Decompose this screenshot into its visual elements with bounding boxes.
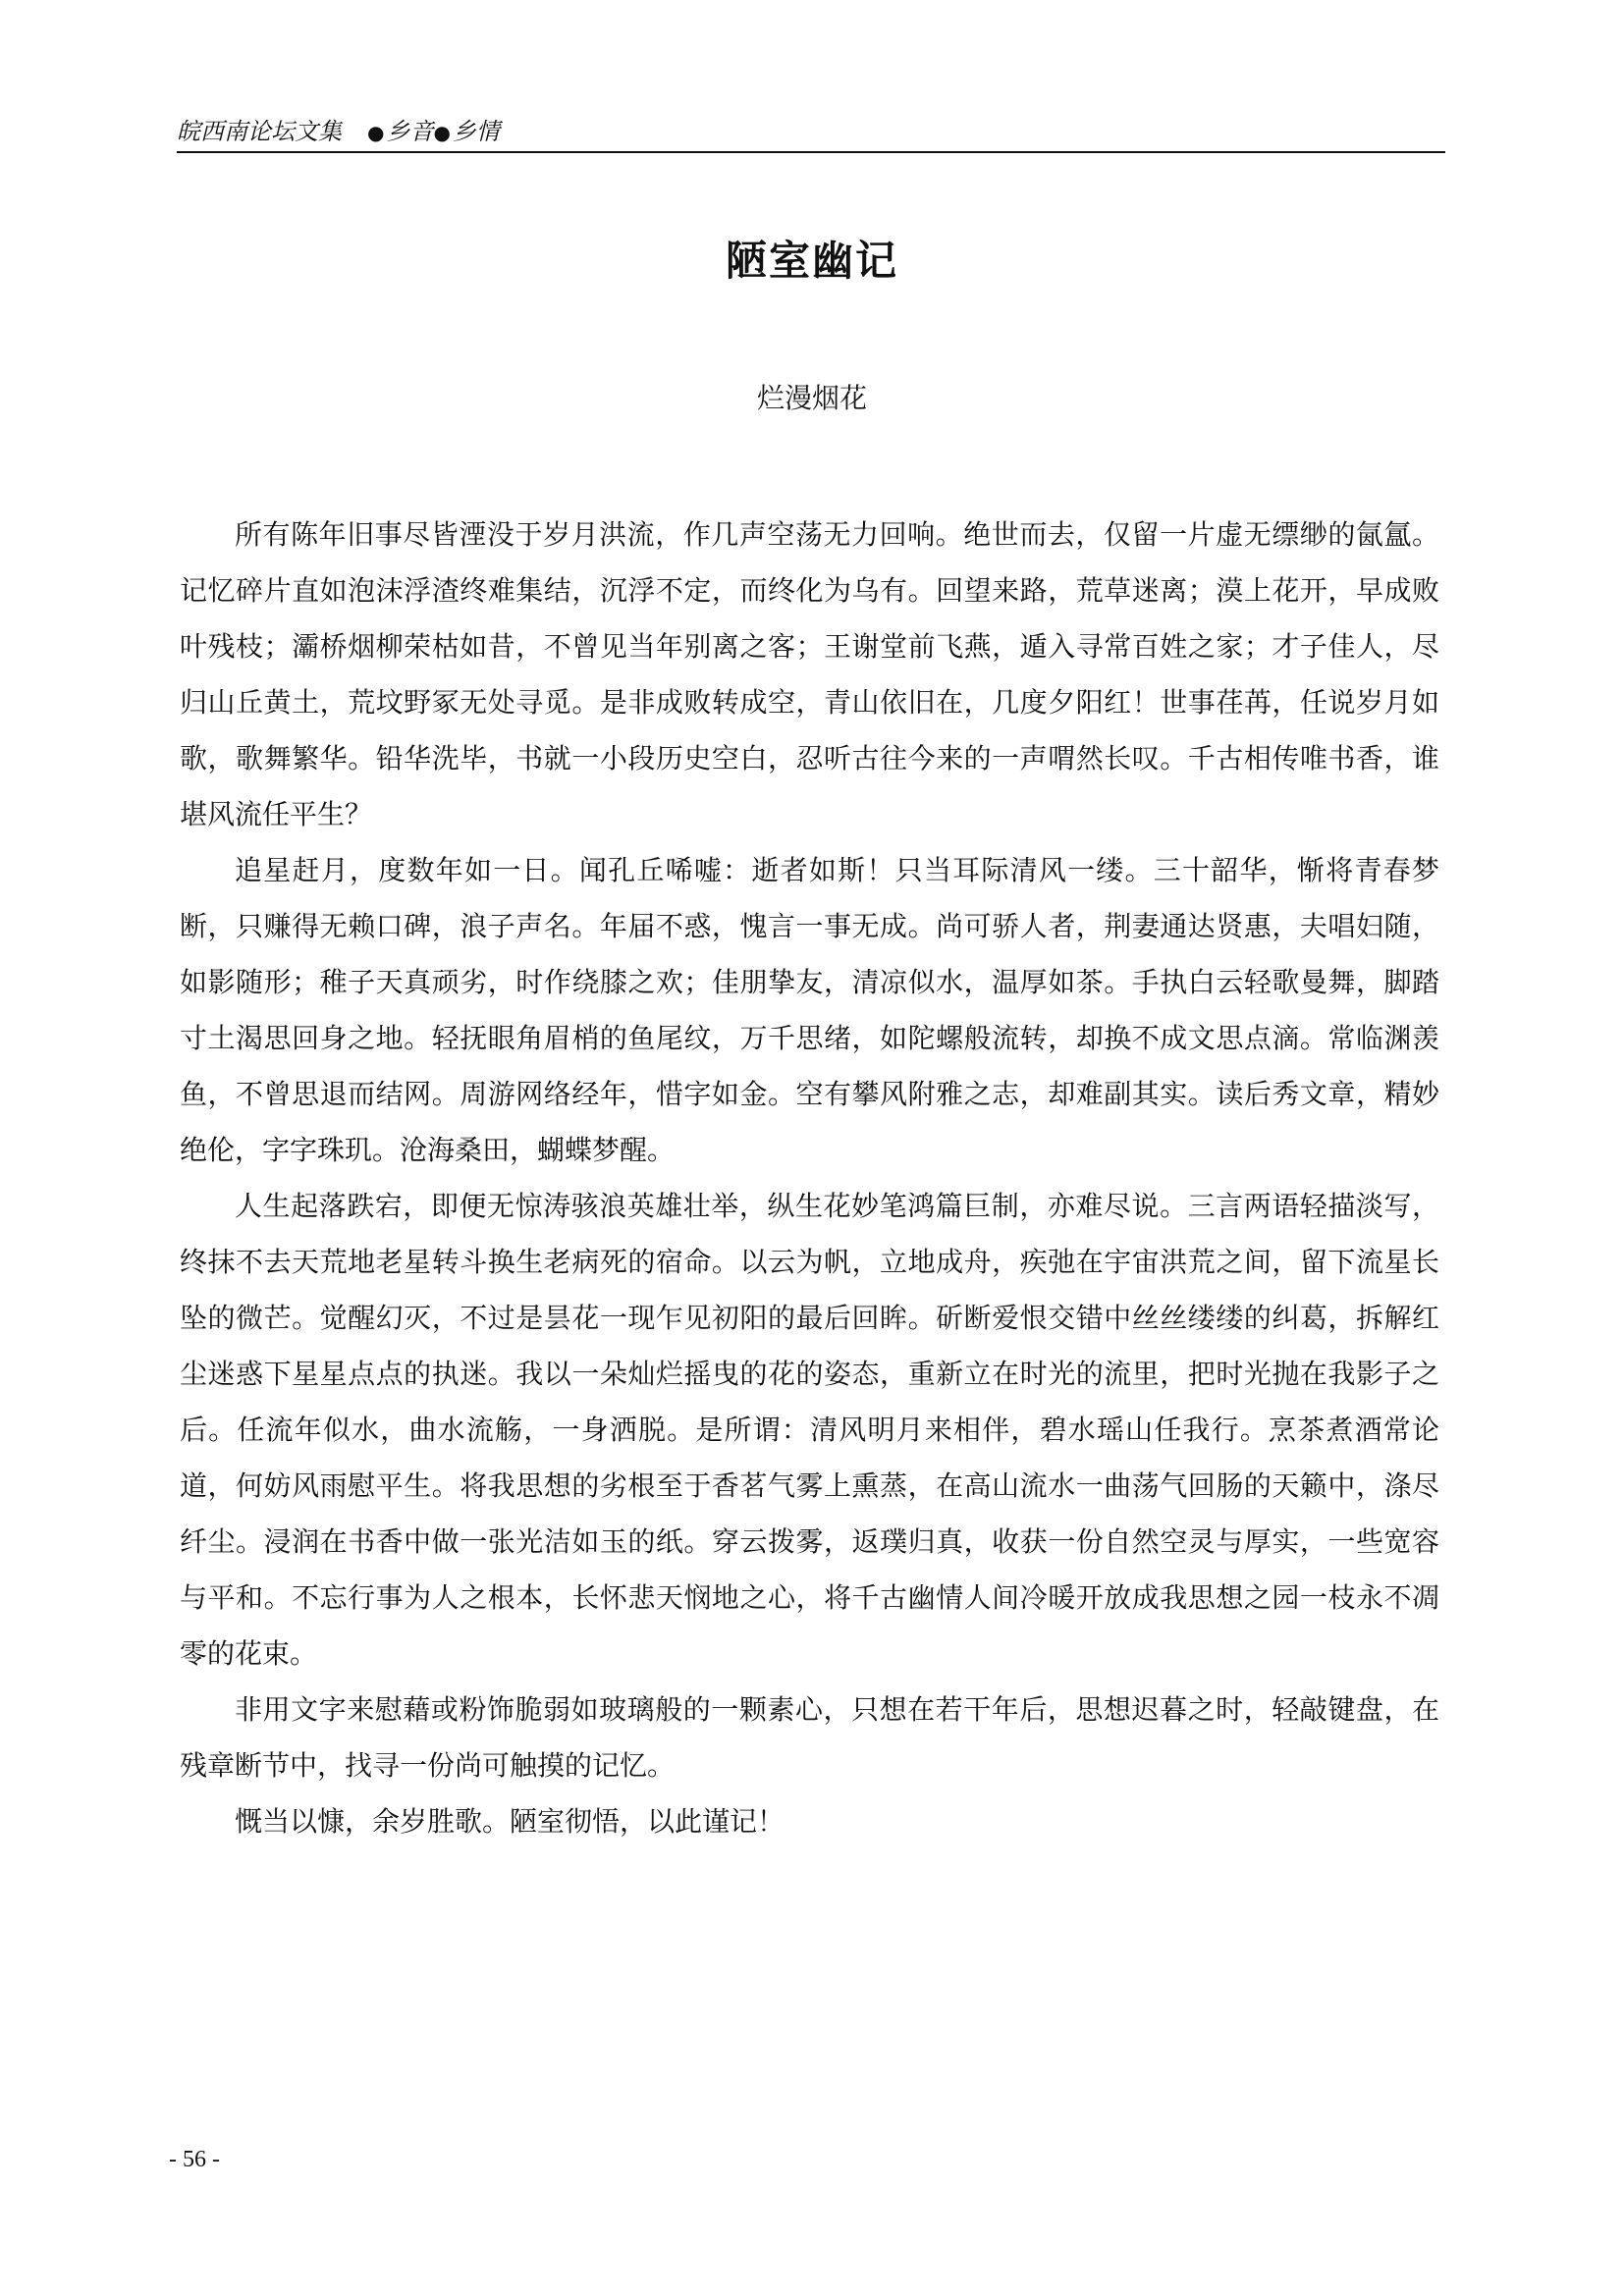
paragraph: 非用文字来慰藉或粉饰脆弱如玻璃般的一颗素心，只想在若干年后，思想迟暮之时，轻敲键盘，在残章断节中，找寻一份尚可触摸的记忆。 <box>180 1693 1439 1782</box>
page-number: - 56 - <box>169 2147 220 2172</box>
article-title: 陋室幽记 <box>725 237 898 285</box>
paragraph: 追星赶月，度数年如一日。闻孔丘唏嘘：逝者如斯！只当耳际清风一缕。三十韶华，惭将青春梦断，只赚得无赖口碑，浪子声名。年届不惑，愧言一事无成。尚可骄人者，荆妻通达贤惠，夫唱妇随，如影随形；稚子天真顽劣，时作绕膝之欢；佳朋挚友，清凉似水，温厚如茶。手执白云轻歌曼舞，脚踏寸土渴思回身之地。轻抚眼角眉梢的鱼尾纹，万千思绪，如陀螺般流转，却换不成文思点滴。常临渊羡鱼，不曾思退而结网。周游网络经年，惜字如金。空有攀风附雅之志，却难副其实。读后秀文章，精妙绝伦，字字珠玑。沧海桑田，蝴蝶梦醒。 <box>180 854 1439 1166</box>
bullet-icon: ● <box>433 121 451 144</box>
header-tag-1: 乡音 <box>386 118 434 145</box>
author-name: 烂漫烟花 <box>756 382 867 414</box>
paragraph: 所有陈年旧事尽皆湮没于岁月洪流，作几声空荡无力回响。绝世而去，仅留一片虚无缥缈的氤氲。记忆碎片直如泡沫浮渣终难集结，沉浮不定，而终化为乌有。回望来路，荒草迷离；漠上花开，早成败叶残枝；灞桥烟柳荣枯如昔，不曾见当年别离之客；王谢堂前飞燕，遁入寻常百姓之家；才子佳人，尽归山丘黄土，荒坟野冢无处寻觅。是非成败转成空，青山依旧在，几度夕阳红！世事荏苒，任说岁月如歌，歌舞繁华。铅华洗毕，书就一小段历史空白，忍听古往今来的一声喟然长叹。千古相传唯书香，谁堪风流任平生？ <box>180 518 1439 830</box>
paragraph: 慨当以慷，余岁胜歌。陋室彻悟，以此谨记！ <box>235 1805 785 1838</box>
collection-name: 皖西南论坛文集 <box>177 118 342 145</box>
article-body <box>180 507 1439 1849</box>
running-header <box>177 116 1445 153</box>
paragraph: 人生起落跌宕，即便无惊涛骇浪英雄壮举，纵生花妙笔鸿篇巨制，亦难尽说。三言两语轻描淡写，终抹不去天荒地老星转斗换生老病死的宿命。以云为帆，立地成舟，疾弛在宇宙洪荒之间，留下流星长坠的微芒。觉醒幻灭，不过是昙花一现乍见初阳的最后回眸。斫断爱恨交错中丝丝缕缕的纠葛，拆解红尘迷惑下星星点点的执迷。我以一朵灿烂摇曳的花的姿态，重新立在时光的流里，把时光抛在我影子之后。任流年似水，曲水流觞，一身洒脱。是所谓：清风明月来相伴，碧水瑶山任我行。烹茶煮酒常论道，何妨风雨慰平生。将我思想的劣根至于香茗气雾上熏蒸，在高山流水一曲荡气回肠的天籁中，涤尽纤尘。浸润在书香中做一张光洁如玉的纸。穿云拨雾，返璞归真，收获一份自然空灵与厚实，一些宽容与平和。不忘行事为人之根本，长怀悲天悯地之心，将千古幽情人间冷暖开放成我思想之园一枝永不凋零的花束。 <box>180 1190 1439 1670</box>
header-tag-2: 乡情 <box>452 118 500 145</box>
bullet-icon: ● <box>367 121 385 144</box>
